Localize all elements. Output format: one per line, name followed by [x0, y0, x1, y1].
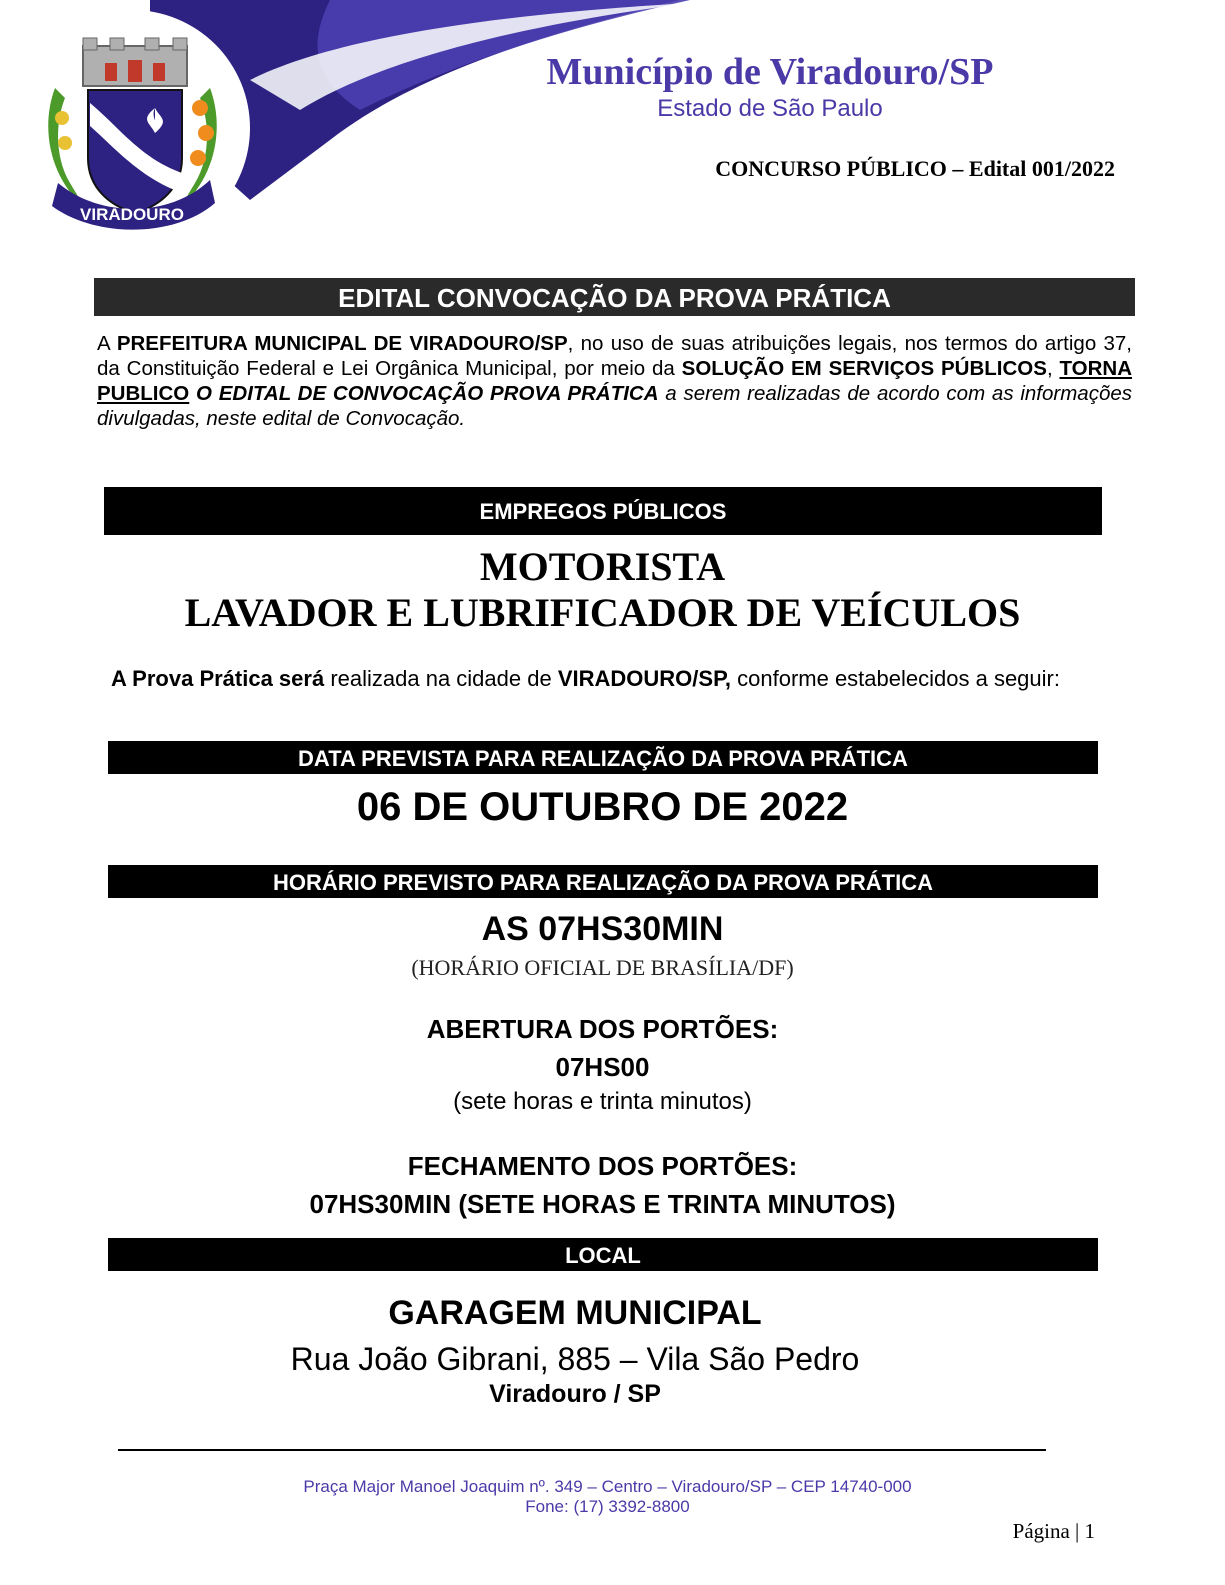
- intro-paragraph: [97, 331, 1132, 431]
- municipality-title: Município de Viradouro/SP: [546, 51, 994, 93]
- time-bar: HORÁRIO PREVISTO PARA REALIZAÇÃO DA PROVA PRÁTICA: [108, 865, 1098, 898]
- footer-address: Praça Major Manoel Joaquim nº. 349 – Centro – Viradouro/SP – CEP 14740-000: [303, 1477, 912, 1496]
- info-city: VIRADOURO/SP,: [557, 666, 732, 691]
- intro-text: [189, 382, 196, 405]
- closing-time: 07HS30MIN (SETE HORAS E TRINTA MINUTOS): [309, 1189, 896, 1219]
- crest-label: VIRADOURO: [80, 205, 184, 224]
- intro-text: A: [97, 332, 117, 355]
- info-text: realizada na cidade de: [324, 666, 558, 691]
- job-title: MOTORISTA: [479, 544, 726, 589]
- jobs-bar: EMPREGOS PÚBLICOS: [104, 487, 1102, 535]
- job-title: LAVADOR E LUBRIFICADOR DE VEÍCULOS: [184, 590, 1021, 635]
- time-note: (HORÁRIO OFICIAL DE BRASÍLIA/DF): [411, 955, 794, 980]
- footer-divider: [118, 1449, 1046, 1451]
- location-city: Viradouro / SP: [489, 1380, 661, 1408]
- intro-edital: O EDITAL DE CONVOCAÇÃO PROVA PRÁTICA: [196, 382, 659, 405]
- info-text: conforme estabelecidos a seguir:: [731, 666, 1060, 691]
- opening-note: (sete horas e trinta minutos): [453, 1088, 752, 1115]
- intro-prefeitura: PREFEITURA MUNICIPAL DE VIRADOURO/SP: [116, 332, 568, 355]
- contest-reference: CONCURSO PÚBLICO – Edital 001/2022: [715, 156, 1115, 181]
- opening-time: 07HS00: [555, 1052, 650, 1082]
- closing-label: FECHAMENTO DOS PORTÕES:: [407, 1151, 798, 1181]
- intro-solucao: SOLUÇÃO EM SERVIÇOS PÚBLICOS: [681, 357, 1047, 380]
- exam-info-paragraph: [111, 665, 1094, 692]
- location-address: Rua João Gibrani, 885 – Vila São Pedro: [290, 1341, 860, 1377]
- intro-text: , no uso de suas atribuições legais, nos termos do artigo 37, da Constituição Federal e Lei Orgânica Municipal, por meio da: [97, 332, 1132, 380]
- location-name: GARAGEM MUNICIPAL: [388, 1294, 762, 1332]
- page-number: Página | 1: [1012, 1519, 1095, 1543]
- intro-torna-publico: TORNA PUBLICO: [97, 357, 1132, 405]
- municipal-crest-logo: [10, 8, 260, 248]
- intro-text: ,: [1046, 357, 1060, 380]
- opening-label: ABERTURA DOS PORTÕES:: [426, 1014, 779, 1044]
- local-bar: LOCAL: [108, 1238, 1098, 1271]
- edital-title-bar: EDITAL CONVOCAÇÃO DA PROVA PRÁTICA: [94, 278, 1135, 316]
- intro-text-italic: a serem realizadas de acordo com as informações divulgadas, neste edital de Convocação.: [97, 382, 1132, 430]
- state-subtitle: Estado de São Paulo: [657, 95, 883, 122]
- date-bar: DATA PREVISTA PARA REALIZAÇÃO DA PROVA PRÁTICA: [108, 741, 1098, 774]
- exam-date: 06 DE OUTUBRO DE 2022: [356, 785, 849, 829]
- footer-phone: Fone: (17) 3392-8800: [525, 1497, 690, 1516]
- info-bold: A Prova Prática será: [111, 666, 325, 691]
- exam-time: AS 07HS30MIN: [481, 910, 724, 948]
